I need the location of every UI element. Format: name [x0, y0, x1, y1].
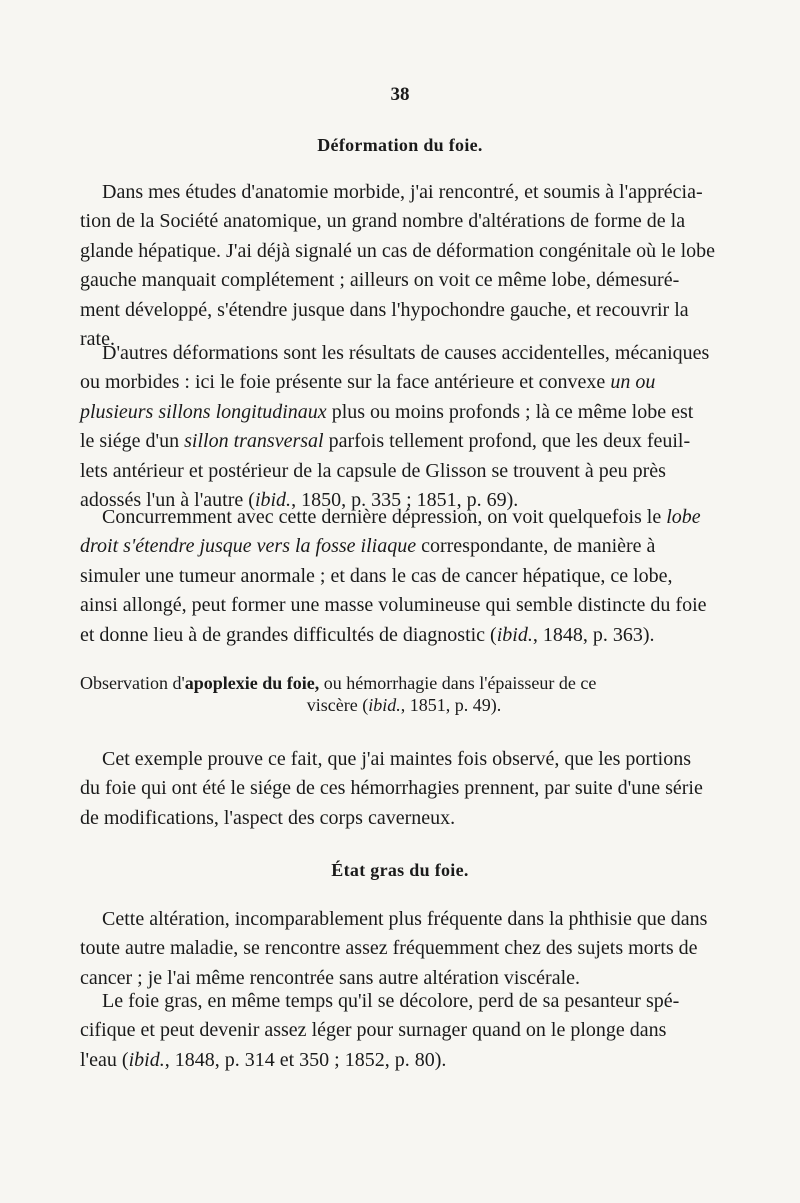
text-line: Cette altération, incomparablement plus fréquente dans la phthisie que dans	[102, 908, 708, 930]
text-line: Le foie gras, en même temps qu'il se décolore, perd de sa pesanteur spé-	[102, 990, 680, 1012]
italic-run: sillon transversal	[184, 430, 324, 453]
text-line: glande hépatique. J'ai déjà signalé un cas de déformation congénitale où le lobe	[80, 239, 716, 262]
text-line: du foie qui ont été le siége de ces hémorrhagies prennent, par suite d'une série	[80, 777, 703, 800]
paragraph-1	[80, 178, 728, 354]
italic-run: droit s'étendre jusque vers la fosse iliaque	[80, 535, 417, 558]
paragraph-3	[80, 503, 728, 650]
text-line	[80, 368, 728, 397]
text-run: l'eau (	[80, 1048, 129, 1071]
text-run: plus ou moins profonds ; là ce même lobe est	[326, 400, 694, 423]
text-run: le siége d'un	[80, 430, 185, 453]
text-run: Observation d'	[80, 673, 185, 693]
text-line: simuler une tumeur anormale ; et dans le cas de cancer hépatique, ce lobe,	[80, 564, 673, 587]
text-line: cancer ; je l'ai même rencontrée sans autre altération viscérale.	[80, 966, 580, 989]
italic-run: plusieurs sillons longitudinaux	[80, 400, 327, 423]
italic-run: un ou	[610, 371, 656, 394]
text-run: correspondante, de manière à	[416, 535, 656, 558]
text-line	[80, 621, 728, 650]
text-line	[80, 1046, 728, 1075]
text-line	[80, 532, 728, 561]
text-line: rate.	[80, 328, 115, 351]
section-heading-deformation: Déformation du foie.	[317, 135, 483, 155]
text-line: D'autres déformations sont les résultats de causes accidentelles, mécaniques	[102, 342, 710, 364]
text-run: et donne lieu à de grandes difficultés de diagnostic (	[80, 623, 497, 646]
text-line	[80, 694, 728, 716]
bold-run: apoplexie du foie,	[184, 673, 320, 693]
text-line: cifique et peut devenir assez léger pour surnager quand on le plonge dans	[80, 1019, 667, 1042]
text-run: , 1850, p. 335 ; 1851, p. 69).	[291, 489, 519, 512]
text-run: , 1848, p. 363).	[532, 623, 655, 646]
text-line: toute autre maladie, se rencontre assez fréquemment chez des sujets morts de	[80, 937, 698, 960]
text-run: ou morbides : ici le foie présente sur la face antérieure et convexe	[80, 371, 611, 394]
text-line: gauche manquait complétement ; ailleurs on voit ce même lobe, démesuré-	[80, 269, 680, 292]
text-line: lets antérieur et postérieur de la capsule de Glisson se trouvent à peu près	[80, 459, 666, 482]
italic-run: ibid.	[496, 623, 533, 646]
text-line	[80, 427, 728, 456]
text-run: , 1851, p. 49).	[400, 695, 502, 715]
section-heading-etat-gras: État gras du foie.	[331, 860, 469, 880]
text-line: Dans mes études d'anatomie morbide, j'ai rencontré, et soumis à l'apprécia-	[102, 181, 703, 203]
paragraph-6	[80, 987, 728, 1075]
italic-run: ibid.	[254, 489, 292, 512]
text-line: Cet exemple prouve ce fait, que j'ai maintes fois observé, que les portions	[102, 748, 691, 770]
text-line: tion de la Société anatomique, un grand nombre d'altérations de forme de la	[80, 210, 686, 233]
text-line: ainsi allongé, peut former une masse volumineuse qui semble distincte du foie	[80, 594, 707, 617]
text-run: Concurremment avec cette dernière dépression, on voit quelquefois le	[102, 506, 667, 528]
paragraph-2	[80, 339, 728, 515]
page-number: 38	[390, 84, 410, 105]
text-run: ou hémorrhagie dans l'épaisseur de ce	[319, 673, 597, 693]
italic-run: lobe	[666, 506, 701, 528]
text-line	[80, 672, 728, 694]
text-run: viscère (	[306, 695, 369, 715]
italic-run: ibid.	[128, 1048, 165, 1071]
text-line	[80, 398, 728, 427]
text-run: parfois tellement profond, que les deux feuil-	[323, 430, 691, 453]
italic-run: ibid.	[368, 695, 401, 715]
text-line	[80, 503, 728, 532]
text-run: , 1848, p. 314 et 350 ; 1852, p. 80).	[164, 1048, 447, 1071]
text-run: adossés l'un à l'autre (	[80, 489, 255, 512]
paragraph-5	[80, 905, 728, 993]
paragraph-4	[80, 745, 728, 833]
text-line: ment développé, s'étendre jusque dans l'hypochondre gauche, et recouvrir la	[80, 298, 689, 321]
text-line: de modifications, l'aspect des corps caverneux.	[80, 806, 456, 829]
observation-entry	[80, 672, 728, 716]
